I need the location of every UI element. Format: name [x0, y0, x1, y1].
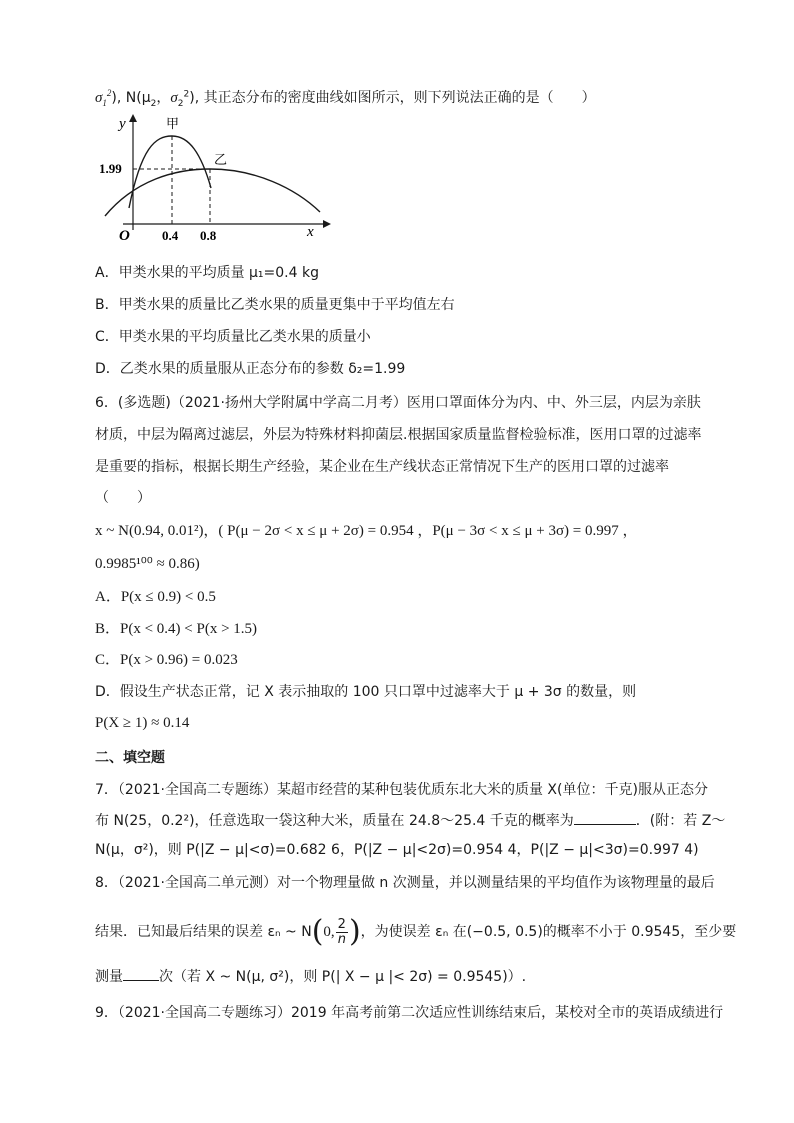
- q8-line-1: 8．（2021·全国高二单元测）对一个物理量做 n 次测量，并以测量结果的平均值作为该物理量的最后: [95, 875, 715, 891]
- curve-a-label: 甲: [166, 117, 180, 132]
- normal-density-figure: [95, 108, 335, 248]
- q7-line-2: [95, 810, 725, 831]
- q6-condition-1: x ~ N(0.94, 0.01²)，( P(μ − 2σ < x ≤ μ + 2σ) = 0.954 ，P(μ − 3σ < x ≤ μ + 3σ) = 0.997 ，: [95, 523, 638, 539]
- x-tick-label-2: 0.8: [200, 228, 217, 243]
- x-tick-label-1: 0.4: [162, 228, 179, 243]
- y-axis-arrow: [129, 114, 137, 122]
- q6-option-b: B．P(x < 0.4) < P(x > 1.5): [95, 621, 258, 637]
- q6-stem-line-3: 是重要的指标，根据长期生产经验，某企业在生产线状态正常情况下生产的医用口罩的过滤率: [95, 459, 669, 475]
- q8-fraction: [336, 918, 348, 947]
- q6-condition-2: 0.9985¹⁰⁰ ≈ 0.86): [95, 556, 200, 572]
- q8-answer-blank[interactable]: [123, 966, 159, 981]
- q7-line-3: N(μ，σ²)，则 P(|Z − μ|<σ)=0.682 6，P(|Z − μ|<2σ)=0.954 4，P(|Z − μ|<3σ)=0.997 4): [95, 842, 699, 858]
- q8-fraction-denominator: n: [337, 931, 346, 947]
- y-axis-label: y: [119, 116, 126, 132]
- q6-option-c: C．P(x > 0.96) = 0.023: [95, 652, 238, 668]
- origin-label: O: [119, 228, 130, 244]
- q8-line-2: 结果．已知最后结果的误差 εₙ ~ N(0, $\frac{2}{n}$ )，为使误差 εₙ 在(−0.5, 0.5)的概率不小于 0.9545，至少要: [95, 914, 737, 949]
- q5-option-a: A．甲类水果的平均质量 μ₁=0.4 kg: [95, 265, 319, 281]
- q6-option-a: A．P(x ≤ 0.9) < 0.5: [95, 589, 216, 605]
- y-tick-label: 1.99: [99, 161, 122, 176]
- q7-answer-blank[interactable]: [574, 810, 636, 825]
- sigma-1: $\sigma_1^2$: [95, 88, 112, 108]
- q8-fraction-numerator: 2: [337, 916, 346, 932]
- sigma-2: σ: [170, 90, 178, 106]
- x-axis-label: x: [307, 224, 314, 240]
- q9-line-1: 9．（2021·全国高二专题练习）2019 年高考前第二次适应性训练结束后，某校对全市的英语成绩进行: [95, 1005, 724, 1021]
- q6-stem-line-2: 材质，中层为隔离过滤层，外层为特殊材料抑菌层.根据国家质量监督检验标准，医用口罩的过滤率: [95, 427, 702, 443]
- q6-stem-line-1: 6．(多选题)（2021·扬州大学附属中学高二月考）医用口罩面体分为内、中、外三层，内层为亲肤: [95, 395, 701, 411]
- curve-b-label: 乙: [214, 153, 228, 168]
- q8-line-2b: ，为使误差 εₙ 在(−0.5, 0.5)的概率不小于 0.9545，至少要: [360, 924, 737, 940]
- q8-line-3b: 次（若 X ~ N(μ, σ²)，则 P(| X − μ |< 2σ) = 0.9545)）.: [159, 969, 527, 985]
- section-heading-fill-blank: 二、填空题: [95, 750, 165, 766]
- intro-suffix: ), 其正态分布的密度曲线如图所示，则下列说法正确的是（ ）: [189, 90, 596, 106]
- q6-answer-paren: （ ）: [95, 490, 151, 506]
- q5-option-d: D．乙类水果的质量服从正态分布的参数 δ₂=1.99: [95, 361, 406, 377]
- q8-line-2a: 结果．已知最后结果的误差 εₙ ~ N: [95, 924, 312, 940]
- curve-a: [129, 136, 211, 208]
- q5-option-b: B．甲类水果的质量比乙类水果的质量更集中于平均值左右: [95, 297, 455, 313]
- q8-line-3a: 测量: [95, 969, 123, 985]
- intro-mid: ), N(μ: [111, 90, 151, 106]
- q6-option-d-line-1: D．假设生产状态正常，记 X 表示抽取的 100 只口罩中过滤率大于 μ + 3σ 的数量，则: [95, 684, 637, 700]
- x-axis-arrow: [323, 220, 331, 228]
- q6-option-d-line-2: P(X ≥ 1) ≈ 0.14: [95, 715, 190, 731]
- q5-intro: $\sigma_1^2$), $N(\mu_2$，$\sigma_2^2$), 其正态分布的密度曲线如图所示，则下列说法正确的是（ ）: [95, 88, 596, 109]
- q8-line-3: [95, 966, 526, 987]
- q5-option-c: C．甲类水果的平均质量比乙类水果的质量小: [95, 329, 371, 345]
- q7-line-2a: 布 N(25，0.2²)，任意选取一袋这种大米，质量在 24.8～25.4 千克的概率为: [95, 813, 574, 829]
- q7-line-2b: ．(附：若 Z～: [635, 813, 726, 829]
- q7-line-1: 7．（2021·全国高二专题练）某超市经营的某种包装优质东北大米的质量 X(单位：千克)服从正态分: [95, 782, 708, 798]
